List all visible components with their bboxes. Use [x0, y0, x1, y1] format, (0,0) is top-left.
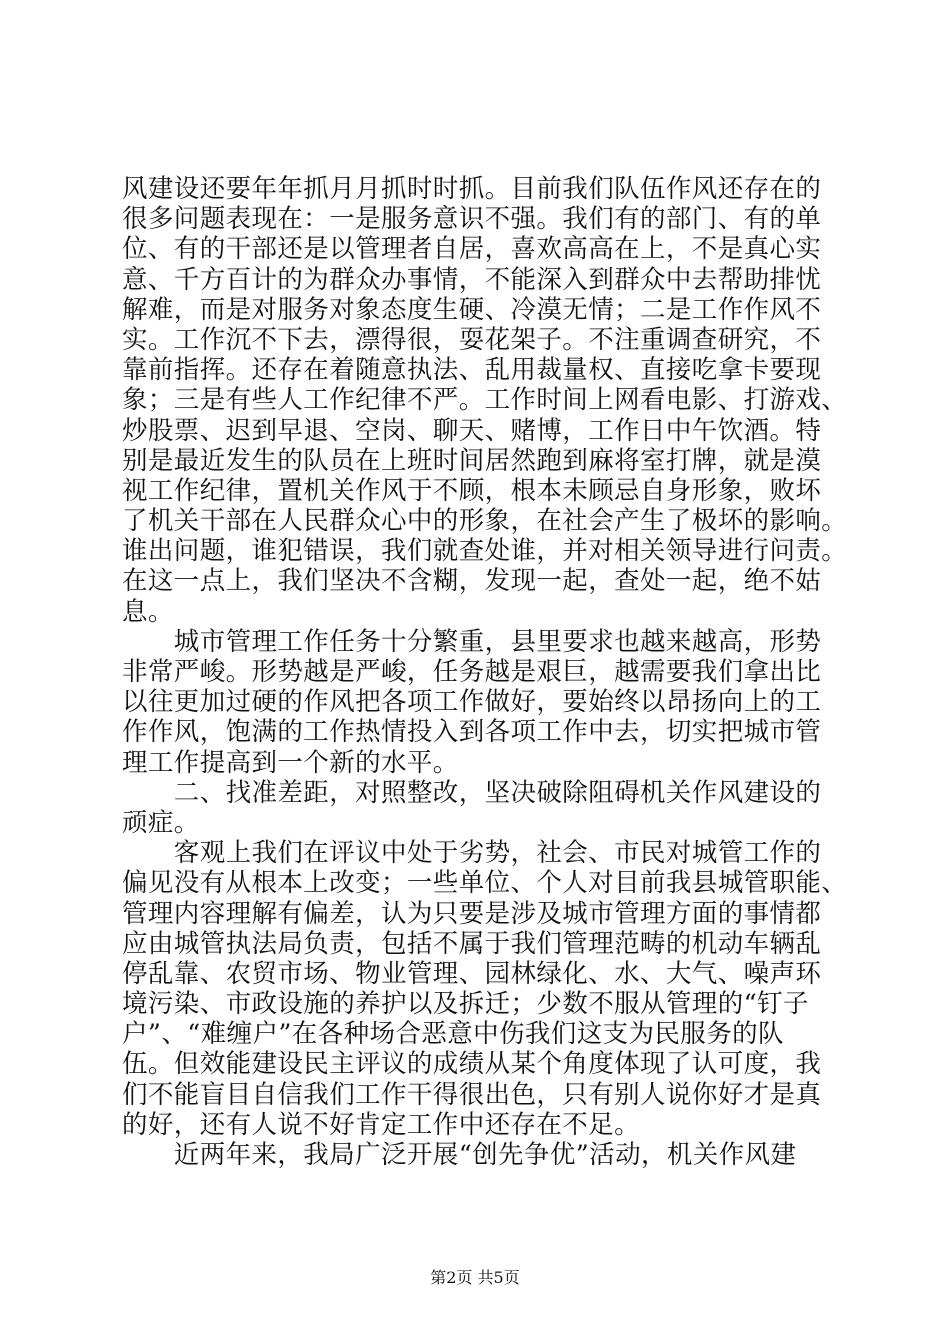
text-line: 们不能盲目自信我们工作干得很出色，只有别人说你好才是真: [122, 1079, 822, 1110]
text-line: 伍。但效能建设民主评议的成绩从某个角度体现了认可度，我: [122, 1049, 822, 1080]
text-line: 作作风，饱满的工作热情投入到各项工作中去，切实把城市管: [122, 717, 822, 748]
text-line: 了机关干部在人民群众心中的形象，在社会产生了极坏的影响。: [122, 506, 848, 537]
text-line: 在这一点上，我们坚决不含糊，发现一起，查处一起，绝不姑: [122, 566, 822, 597]
text-line: 象；三是有些人工作纪律不严。工作时间上网看电影、打游戏、: [122, 385, 848, 416]
text-line: 意、千方百计的为群众办事情，不能深入到群众中去帮助排忧: [122, 264, 822, 295]
text-line: 视工作纪律，置机关作风于不顾，根本未顾忌自身形象，败坏: [122, 475, 822, 506]
text-line: 风建设还要年年抓月月抓时时抓。目前我们队伍作风还存在的: [122, 174, 822, 204]
section-heading-line: 二、找准差距，对照整改，坚决破除阻碍机关作风建设的: [122, 777, 822, 808]
text-line: 停乱靠、农贸市场、物业管理、园林绿化、水、大气、噪声环: [122, 958, 822, 989]
text-line: 谁出问题，谁犯错误，我们就查处谁，并对相关领导进行问责。: [122, 536, 848, 567]
text-line: 理工作提高到一个新的水平。: [122, 747, 459, 778]
text-line: 息。: [122, 596, 174, 627]
text-line: 炒股票、迟到早退、空岗、聊天、赌博，工作日中午饮酒。特: [122, 415, 822, 446]
text-line: 非常严峻。形势越是严峻，任务越是艰巨，越需要我们拿出比: [122, 657, 822, 687]
text-line: 别是最近发生的队员在上班时间居然跑到麻将室打牌，就是漠: [122, 445, 822, 476]
page-number-footer: 第2页 共5页: [430, 1268, 520, 1287]
text-line: 城市管理工作任务十分繁重，县里要求也越来越高，形势: [122, 626, 822, 657]
text-line: 客观上我们在评议中处于劣势，社会、市民对城管工作的: [122, 838, 822, 869]
text-line: 解难，而是对服务对象态度生硬、冷漠无情；二是工作作风不: [122, 294, 822, 325]
section-heading-line: 顽症。: [122, 807, 200, 838]
text-line: 很多问题表现在：一是服务意识不强。我们有的部门、有的单: [122, 204, 822, 235]
text-line: 应由城管执法局负责，包括不属于我们管理范畴的机动车辆乱: [122, 928, 822, 959]
text-line: 靠前指挥。还存在着随意执法、乱用裁量权、直接吃拿卡要现: [122, 355, 822, 386]
text-line: 管理内容理解有偏差，认为只要是涉及城市管理方面的事情都: [122, 898, 822, 929]
text-line: 以往更加过硬的作风把各项工作做好，要始终以昂扬向上的工: [122, 687, 822, 718]
text-line: 境污染、市政设施的养护以及拆迁；少数不服从管理的“钉子: [122, 989, 809, 1020]
document-body: [122, 174, 848, 1170]
text-line: 偏见没有从根本上改变；一些单位、个人对目前我县城管职能、: [122, 868, 848, 899]
text-line: 近两年来，我局广泛开展“创先争优”活动，机关作风建: [122, 1140, 797, 1170]
text-line: 户”、“难缠户”在各种场合恶意中伤我们这支为民服务的队: [122, 1019, 784, 1050]
text-line: 位、有的干部还是以管理者自居，喜欢高高在上，不是真心实: [122, 234, 822, 265]
text-line: 实。工作沉不下去，漂得很，耍花架子。不注重调查研究，不: [122, 324, 822, 355]
text-line: 的好，还有人说不好肯定工作中还存在不足。: [122, 1109, 641, 1140]
